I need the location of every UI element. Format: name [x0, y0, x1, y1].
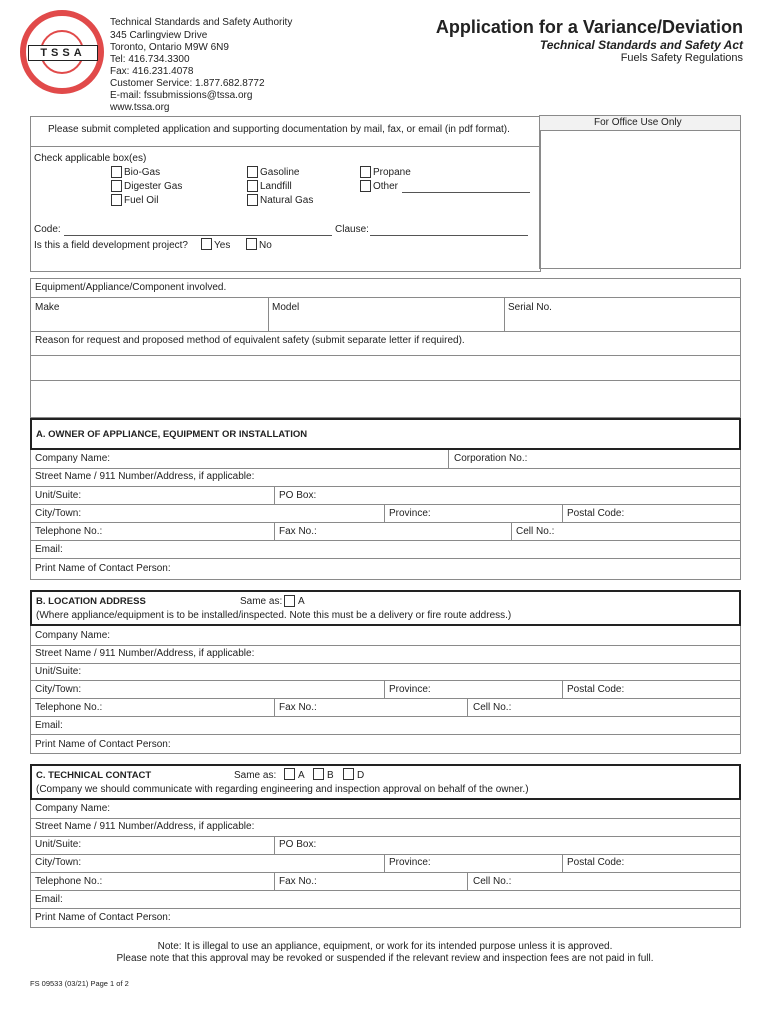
- owner-telephone-label[interactable]: Telephone No.:: [35, 526, 103, 537]
- natural-gas-label: Natural Gas: [260, 195, 314, 206]
- section-c-same-as-label: Same as:: [234, 770, 277, 781]
- equipment-title: Equipment/Appliance/Component involved.: [35, 282, 227, 293]
- office-use-panel: [539, 115, 741, 269]
- gasoline-label: Gasoline: [260, 167, 300, 178]
- location-telephone-label[interactable]: Telephone No.:: [35, 702, 103, 713]
- section-c-same-as-d-checkbox[interactable]: [343, 768, 354, 780]
- reason-label: Reason for request and proposed method of equivalent safety (submit separate letter if required).: [35, 335, 465, 346]
- org-fax: Fax: 416.231.4078: [110, 66, 194, 77]
- owner-fax-label[interactable]: Fax No.:: [279, 526, 317, 537]
- other-checkbox[interactable]: [360, 180, 371, 192]
- location-unit-label[interactable]: Unit/Suite:: [35, 666, 82, 677]
- section-b-title: B. LOCATION ADDRESS: [36, 596, 146, 607]
- field-dev-no-label: No: [259, 240, 272, 251]
- org-address-2: Toronto, Ontario M9W 6N9: [110, 42, 229, 53]
- field-dev-question: Is this a field development project?: [34, 240, 188, 251]
- other-label: Other: [373, 181, 399, 192]
- model-label: Model: [272, 302, 300, 313]
- owner-postal-label[interactable]: Postal Code:: [567, 508, 625, 519]
- field-dev-yes-label: Yes: [214, 240, 231, 251]
- org-tel: Tel: 416.734.3300: [110, 54, 190, 65]
- section-c-same-as-d-label: D: [357, 770, 365, 781]
- clause-input[interactable]: [370, 235, 528, 236]
- org-name: Technical Standards and Safety Authority: [110, 17, 293, 28]
- tech-cell-label[interactable]: Cell No.:: [473, 876, 512, 887]
- digester-gas-label: Digester Gas: [124, 181, 183, 192]
- section-b-same-as-label: Same as:: [240, 596, 283, 607]
- propane-checkbox[interactable]: [360, 166, 371, 178]
- tech-telephone-label[interactable]: Telephone No.:: [35, 876, 103, 887]
- location-cell-label[interactable]: Cell No.:: [473, 702, 512, 713]
- form-id: FS 09533 (03/21) Page 1 of 2: [30, 979, 129, 988]
- owner-corp-no-label[interactable]: Corporation No.:: [454, 453, 528, 464]
- tssa-logo: [20, 10, 104, 94]
- biogas-checkbox[interactable]: [111, 166, 122, 178]
- form-subtitle: Technical Standards and Safety Act: [539, 38, 743, 52]
- legal-note-1: Note: It is illegal to use an appliance, equipment, or work for its intended purpose unless it is approved.: [157, 941, 613, 952]
- section-c-same-as-a-checkbox[interactable]: [284, 768, 295, 780]
- submit-instruction: Please submit completed application and supporting documentation by mail, fax, or email (in pdf format).: [48, 124, 510, 135]
- make-label: Make: [35, 302, 60, 313]
- fuel-oil-checkbox[interactable]: [111, 194, 122, 206]
- location-contact-label[interactable]: Print Name of Contact Person:: [35, 739, 171, 750]
- tech-company-label[interactable]: Company Name:: [35, 803, 111, 814]
- org-customer-service: Customer Service: 1.877.682.8772: [110, 78, 265, 89]
- location-fax-label[interactable]: Fax No.:: [279, 702, 317, 713]
- section-c-note: (Company we should communicate with regarding engineering and inspection approval on behalf of the owner.): [36, 784, 529, 795]
- section-c-same-as-a-label: A: [298, 770, 305, 781]
- form-regulation: Fuels Safety Regulations: [620, 52, 743, 64]
- code-input[interactable]: [64, 235, 332, 236]
- other-input[interactable]: [402, 192, 530, 193]
- field-dev-yes-checkbox[interactable]: [201, 238, 212, 250]
- owner-unit-label[interactable]: Unit/Suite:: [35, 490, 82, 501]
- owner-po-box-label[interactable]: PO Box:: [279, 490, 317, 501]
- clause-label: Clause:: [335, 224, 369, 235]
- tech-province-label[interactable]: Province:: [389, 857, 431, 868]
- logo-wordmark: TSSA: [28, 45, 98, 61]
- tech-po-box-label[interactable]: PO Box:: [279, 839, 317, 850]
- reason-line-2[interactable]: [30, 380, 741, 381]
- code-label: Code:: [34, 224, 61, 235]
- section-b-same-as-a-label: A: [298, 596, 305, 607]
- biogas-label: Bio-Gas: [124, 167, 161, 178]
- section-b-note: (Where appliance/equipment is to be installed/inspected. Note this must be a delivery or fire route address.): [36, 610, 512, 621]
- owner-email-label[interactable]: Email:: [35, 544, 63, 555]
- landfill-label: Landfill: [260, 181, 292, 192]
- tech-contact-label[interactable]: Print Name of Contact Person:: [35, 912, 171, 923]
- reason-line-1[interactable]: [30, 355, 741, 356]
- section-c-title: C. TECHNICAL CONTACT: [36, 770, 152, 781]
- serial-label: Serial No.: [508, 302, 552, 313]
- tech-postal-label[interactable]: Postal Code:: [567, 857, 625, 868]
- section-c-same-as-b-label: B: [327, 770, 334, 781]
- gasoline-checkbox[interactable]: [247, 166, 258, 178]
- legal-note-2: Please note that this approval may be revoked or suspended if the relevant review and inspection fees are not paid in full.: [116, 953, 654, 964]
- tech-unit-label[interactable]: Unit/Suite:: [35, 839, 82, 850]
- location-company-label[interactable]: Company Name:: [35, 630, 111, 641]
- location-province-label[interactable]: Province:: [389, 684, 431, 695]
- org-email: E-mail: fssubmissions@tssa.org: [110, 90, 253, 101]
- fuel-oil-label: Fuel Oil: [124, 195, 159, 206]
- form-title: Application for a Variance/Deviation: [435, 17, 743, 37]
- tech-street-label[interactable]: Street Name / 911 Number/Address, if applicable:: [35, 821, 255, 832]
- equipment-panel: [30, 278, 741, 418]
- section-c-same-as-b-checkbox[interactable]: [313, 768, 324, 780]
- section-a-title: A. OWNER OF APPLIANCE, EQUIPMENT OR INSTALLATION: [36, 429, 308, 440]
- office-use-label: For Office Use Only: [594, 117, 682, 128]
- owner-province-label[interactable]: Province:: [389, 508, 431, 519]
- section-b-same-as-a-checkbox[interactable]: [284, 595, 295, 607]
- tech-email-label[interactable]: Email:: [35, 894, 63, 905]
- check-boxes-label: Check applicable box(es): [34, 153, 147, 164]
- location-email-label[interactable]: Email:: [35, 720, 63, 731]
- org-website: www.tssa.org: [110, 102, 170, 113]
- landfill-checkbox[interactable]: [247, 180, 258, 192]
- org-address-1: 345 Carlingview Drive: [110, 30, 208, 41]
- digester-gas-checkbox[interactable]: [111, 180, 122, 192]
- propane-label: Propane: [373, 167, 411, 178]
- owner-contact-label[interactable]: Print Name of Contact Person:: [35, 563, 171, 574]
- owner-city-label[interactable]: City/Town:: [35, 508, 82, 519]
- location-postal-label[interactable]: Postal Code:: [567, 684, 625, 695]
- owner-cell-label[interactable]: Cell No.:: [516, 526, 555, 537]
- tech-fax-label[interactable]: Fax No.:: [279, 876, 317, 887]
- owner-street-label[interactable]: Street Name / 911 Number/Address, if applicable:: [35, 471, 255, 482]
- natural-gas-checkbox[interactable]: [247, 194, 258, 206]
- tech-city-label[interactable]: City/Town:: [35, 857, 82, 868]
- owner-company-label[interactable]: Company Name:: [35, 453, 111, 464]
- location-city-label[interactable]: City/Town:: [35, 684, 82, 695]
- field-dev-no-checkbox[interactable]: [246, 238, 257, 250]
- location-street-label[interactable]: Street Name / 911 Number/Address, if applicable:: [35, 648, 255, 659]
